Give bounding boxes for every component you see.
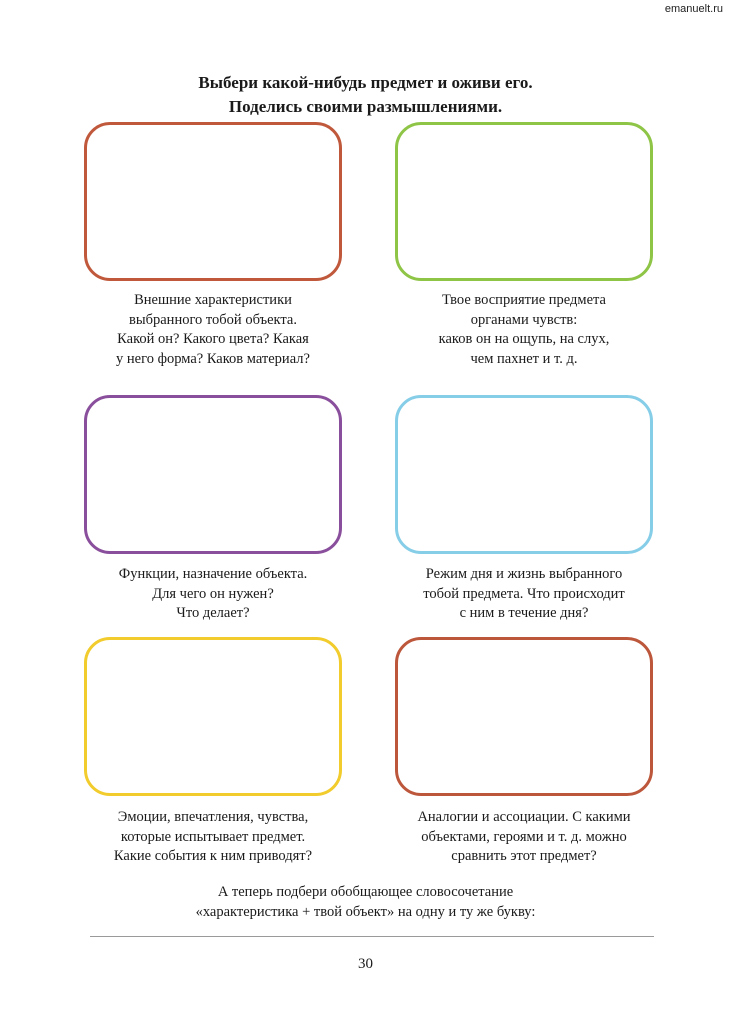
caption-line: Какие события к ним приводят?: [113, 848, 313, 864]
prompt-line-1: А теперь подбери обобщающее словосочетание: [217, 884, 514, 900]
drawing-frame-emotions[interactable]: [84, 637, 342, 796]
page-number: 30: [358, 956, 373, 972]
caption-line: органами чувств:: [470, 311, 578, 328]
final-prompt: [0, 883, 731, 922]
caption-senses: [374, 291, 674, 369]
page-title: [0, 71, 731, 119]
drawing-frame-appearance[interactable]: [84, 122, 342, 281]
caption-line: чем пахнет и т. д.: [470, 350, 578, 367]
caption-line: тобой предмета. Что происходит: [423, 585, 625, 602]
caption-emotions: [63, 808, 363, 867]
title-line-1: Выбери какой-нибудь предмет и оживи его.: [198, 73, 533, 92]
caption-line: Эмоции, впечатления, чувства,: [117, 809, 309, 825]
caption-line: Аналогии и ассоциации. С какими: [417, 809, 631, 825]
caption-appearance: [63, 291, 363, 369]
caption-line: Что делает?: [176, 605, 250, 621]
caption-line: Внешние характеристики: [134, 292, 292, 308]
drawing-frame-associations[interactable]: [395, 637, 653, 796]
caption-line: Функции, назначение объекта.: [118, 566, 308, 582]
drawing-frame-senses[interactable]: [395, 122, 653, 281]
caption-line: каков он на ощупь, на слух,: [438, 331, 610, 347]
caption-line: объектами, героями и т. д. можно: [421, 828, 627, 845]
title-line-2: Поделись своими размышлениями.: [228, 97, 503, 116]
caption-line: Для чего он нужен?: [152, 585, 274, 602]
caption-daily-life: [374, 565, 674, 624]
answer-line[interactable]: [90, 936, 654, 937]
prompt-line-2: «характеристика + твой объект» на одну и ту же букву:: [195, 903, 536, 920]
caption-line: сравнить этот предмет?: [451, 848, 597, 864]
caption-line: с ним в течение дня?: [459, 605, 589, 621]
drawing-frame-functions[interactable]: [84, 395, 342, 554]
caption-line: у него форма? Каков материал?: [116, 350, 310, 367]
site-watermark: emanuelt.ru: [664, 3, 723, 15]
caption-line: выбранного тобой объекта.: [129, 311, 297, 328]
caption-line: которые испытывает предмет.: [120, 828, 306, 845]
caption-associations: [374, 808, 674, 867]
caption-line: Какой он? Какого цвета? Какая: [117, 331, 309, 347]
caption-line: Твое восприятие предмета: [442, 292, 606, 308]
caption-functions: [63, 565, 363, 624]
drawing-frame-daily-life[interactable]: [395, 395, 653, 554]
caption-line: Режим дня и жизнь выбранного: [425, 566, 623, 582]
